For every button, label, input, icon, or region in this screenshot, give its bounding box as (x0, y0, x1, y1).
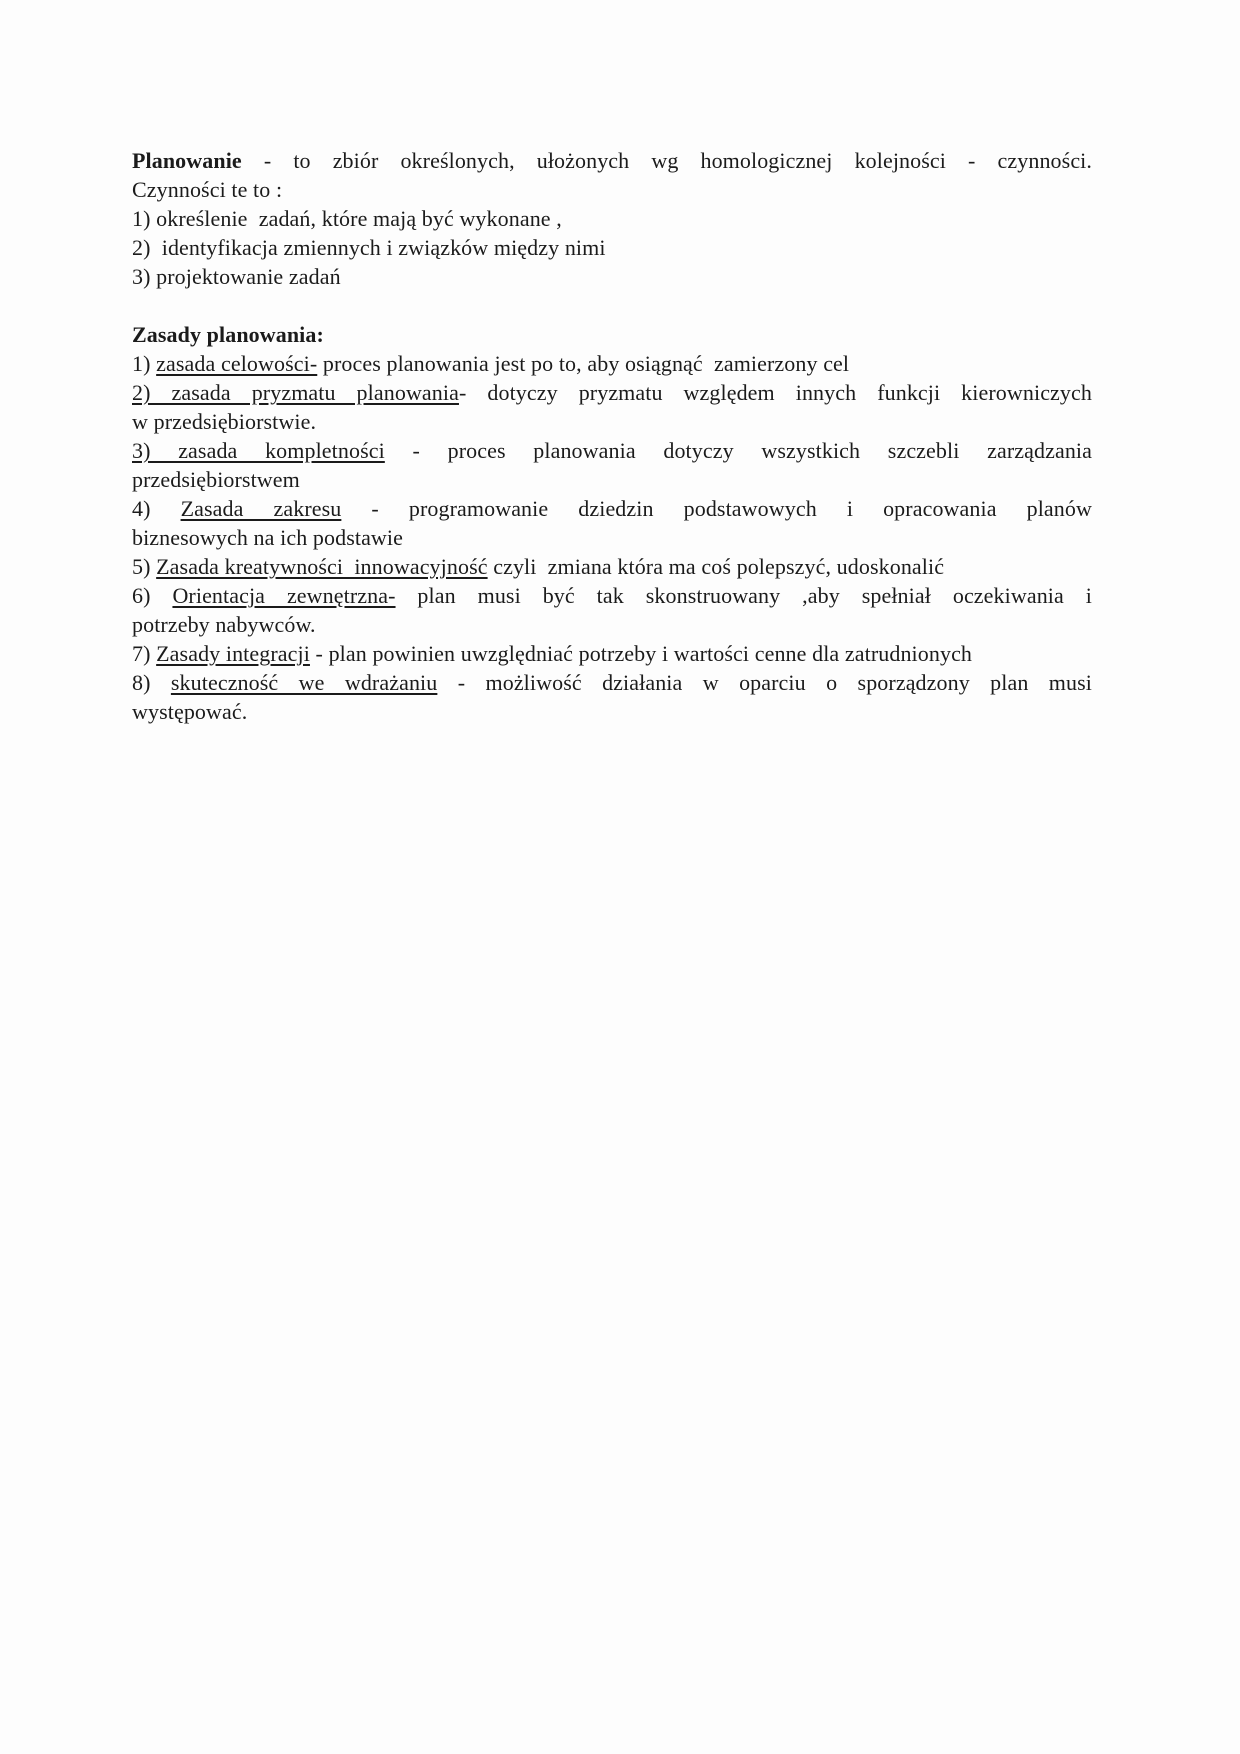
text-segment: - programowanie dziedzin podstawowych i opracowania planów (341, 496, 1092, 521)
underlined-term: Zasada kreatywności innowacyjność (156, 554, 488, 579)
doc-line (132, 262, 1092, 291)
blank-line (132, 291, 1092, 320)
underlined-term: Zasady integracji (156, 641, 310, 666)
section-heading (132, 320, 1092, 349)
text-segment: 7) (132, 641, 157, 666)
doc-line (132, 349, 1092, 378)
text-segment: 8) (132, 670, 171, 695)
text-segment: - to zbiór określonych, ułożonych wg homologicznej kolejności - czynności. (241, 148, 1092, 173)
doc-line (132, 552, 1092, 581)
text-segment: biznesowych na ich podstawie (132, 525, 403, 550)
text-segment: występować. (132, 699, 248, 724)
document-text-block (132, 146, 1092, 726)
underlined-term: 2) zasada pryzmatu planowania (132, 380, 459, 405)
underlined-term: zasada celowości- (156, 351, 318, 376)
text-segment: potrzeby nabywców. (132, 612, 316, 637)
text-segment: w przedsiębiorstwie. (132, 409, 317, 434)
underlined-term: 3) zasada kompletności (132, 438, 385, 463)
doc-line (132, 436, 1092, 465)
doc-line (132, 610, 1092, 639)
text-segment: proces planowania jest po to, aby osiągnąć zamierzony cel (317, 351, 850, 376)
text-segment: - dotyczy pryzmatu względem innych funkcji kierowniczych (458, 380, 1092, 405)
text-segment: 4) (132, 496, 181, 521)
text-segment: 6) (132, 583, 173, 608)
text-segment: Czynności te to : (132, 177, 283, 202)
doc-line (132, 233, 1092, 262)
text-segment: przedsiębiorstwem (132, 467, 300, 492)
doc-line (132, 668, 1092, 697)
doc-line (132, 494, 1092, 523)
doc-line (132, 175, 1092, 204)
underlined-term: Zasada zakresu (180, 496, 342, 521)
text-segment: 1) (132, 351, 157, 376)
doc-line (132, 378, 1092, 407)
list-item: 3) projektowanie zadań (132, 264, 341, 289)
text-segment: - możliwość działania w oparciu o sporządzony plan musi (437, 670, 1092, 695)
doc-line (132, 697, 1092, 726)
text-segment: 5) (132, 554, 157, 579)
doc-line (132, 465, 1092, 494)
underlined-term: skuteczność we wdrażaniu (170, 670, 438, 695)
doc-line (132, 639, 1092, 668)
doc-line (132, 523, 1092, 552)
doc-line (132, 581, 1092, 610)
bold-term: Planowanie (132, 148, 242, 173)
text-segment: - plan powinien uwzględniać potrzeby i wartości cenne dla zatrudnionych (309, 641, 973, 666)
underlined-term: Orientacja zewnętrzna- (172, 583, 396, 608)
bold-term: Zasady planowania: (132, 322, 324, 347)
text-segment: czyli zmiana która ma coś polepszyć, udoskonalić (487, 554, 945, 579)
list-item: 2) identyfikacja zmiennych i związków między nimi (132, 235, 606, 260)
doc-line (132, 204, 1092, 233)
text-segment: plan musi być tak skonstruowany ,aby spełniał oczekiwania i (395, 583, 1092, 608)
text-segment: - proces planowania dotyczy wszystkich szczebli zarządzania (384, 438, 1092, 463)
list-item: 1) określenie zadań, które mają być wykonane , (132, 206, 562, 231)
doc-line (132, 146, 1092, 175)
doc-line (132, 407, 1092, 436)
